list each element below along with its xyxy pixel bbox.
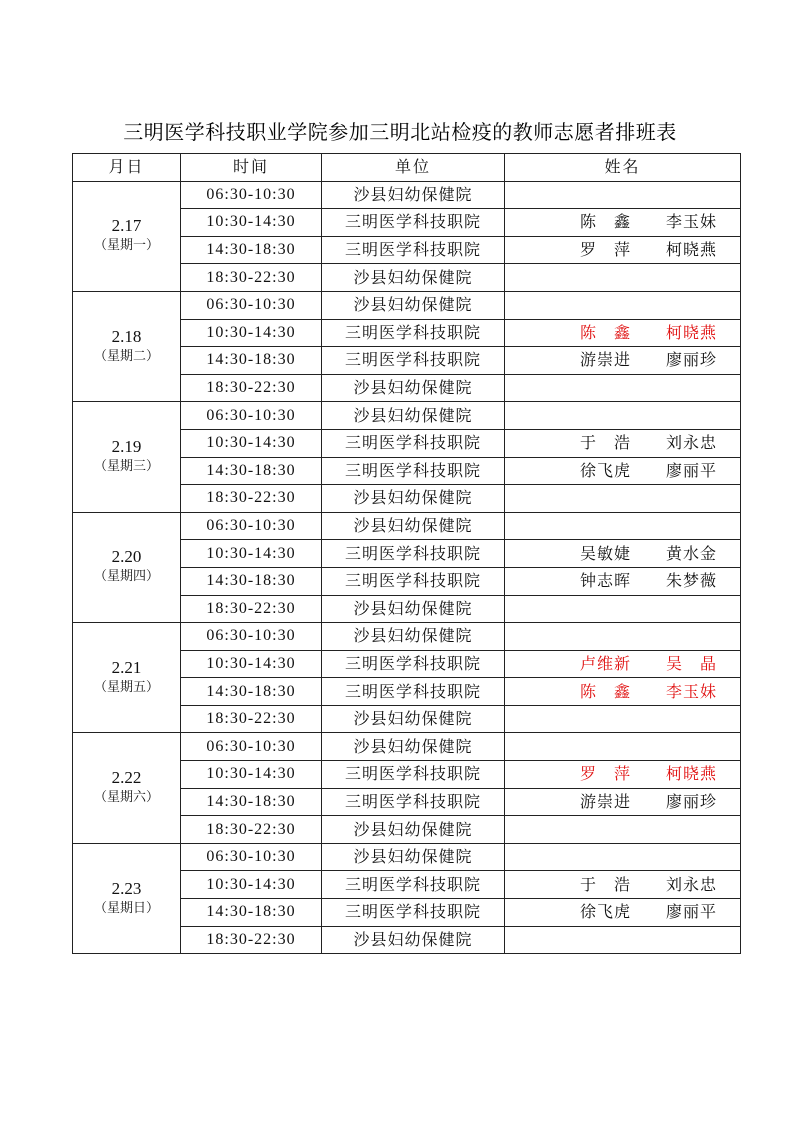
names-cell <box>505 347 741 375</box>
unit-cell: 沙县妇幼保健院 <box>322 374 505 402</box>
date-number: 2.23 <box>111 878 142 898</box>
unit-cell: 三明医学科技职院 <box>322 678 505 706</box>
date-cell <box>73 512 181 622</box>
names-cell <box>505 843 741 871</box>
time-cell: 14:30-18:30 <box>181 899 322 927</box>
names-cell <box>505 623 741 651</box>
unit-cell: 沙县妇幼保健院 <box>322 843 505 871</box>
volunteer-name: 刘永忠 <box>665 433 717 453</box>
volunteer-name: 廖丽平 <box>665 902 717 922</box>
unit-cell: 沙县妇幼保健院 <box>322 181 505 209</box>
volunteer-name: 刘永忠 <box>665 874 717 894</box>
header-date: 月日 <box>73 154 181 182</box>
unit-cell: 沙县妇幼保健院 <box>322 291 505 319</box>
schedule-body <box>73 181 741 954</box>
time-cell: 18:30-22:30 <box>181 926 322 954</box>
header-unit: 单位 <box>322 154 505 182</box>
volunteer-name: 陈 鑫 <box>579 212 631 232</box>
unit-cell: 沙县妇幼保健院 <box>322 264 505 292</box>
volunteer-name: 陈 鑫 <box>579 322 631 342</box>
time-cell: 14:30-18:30 <box>181 347 322 375</box>
unit-cell: 三明医学科技职院 <box>322 209 505 237</box>
time-cell: 06:30-10:30 <box>181 733 322 761</box>
time-cell: 10:30-14:30 <box>181 429 322 457</box>
unit-cell: 三明医学科技职院 <box>322 788 505 816</box>
time-cell: 06:30-10:30 <box>181 843 322 871</box>
unit-cell: 沙县妇幼保健院 <box>322 595 505 623</box>
unit-cell: 沙县妇幼保健院 <box>322 623 505 651</box>
names-cell <box>505 650 741 678</box>
date-weekday: （星期四） <box>93 569 159 585</box>
table-row <box>73 402 741 430</box>
unit-cell: 三明医学科技职院 <box>322 567 505 595</box>
volunteer-name: 李玉妹 <box>665 681 717 701</box>
volunteer-name: 游崇进 <box>579 350 631 370</box>
unit-cell: 沙县妇幼保健院 <box>322 512 505 540</box>
volunteer-name: 陈 鑫 <box>579 681 631 701</box>
time-cell: 10:30-14:30 <box>181 650 322 678</box>
names-cell <box>505 678 741 706</box>
volunteer-name: 吴 晶 <box>665 653 717 673</box>
names-cell <box>505 512 741 540</box>
date-number: 2.19 <box>111 437 142 457</box>
names-cell <box>505 181 741 209</box>
table-row <box>73 291 741 319</box>
volunteer-name: 吴敏婕 <box>579 543 631 563</box>
unit-cell: 沙县妇幼保健院 <box>322 733 505 761</box>
header-time: 时间 <box>181 154 322 182</box>
time-cell: 06:30-10:30 <box>181 291 322 319</box>
date-weekday: （星期二） <box>93 348 159 364</box>
volunteer-name: 于 浩 <box>579 874 631 894</box>
unit-cell: 三明医学科技职院 <box>322 429 505 457</box>
names-cell <box>505 291 741 319</box>
date-number: 2.20 <box>111 547 142 567</box>
table-row <box>73 512 741 540</box>
unit-cell: 三明医学科技职院 <box>322 457 505 485</box>
unit-cell: 沙县妇幼保健院 <box>322 926 505 954</box>
date-cell <box>73 623 181 733</box>
table-row <box>73 733 741 761</box>
time-cell: 10:30-14:30 <box>181 871 322 899</box>
names-cell <box>505 429 741 457</box>
date-cell <box>73 843 181 953</box>
names-cell <box>505 567 741 595</box>
date-cell <box>73 733 181 843</box>
time-cell: 18:30-22:30 <box>181 264 322 292</box>
names-cell <box>505 595 741 623</box>
volunteer-name: 柯晓燕 <box>665 240 717 260</box>
unit-cell: 三明医学科技职院 <box>322 319 505 347</box>
names-cell <box>505 788 741 816</box>
volunteer-name: 卢维新 <box>579 653 631 673</box>
date-number: 2.18 <box>111 326 142 346</box>
time-cell: 06:30-10:30 <box>181 402 322 430</box>
names-cell <box>505 319 741 347</box>
header-names: 姓名 <box>505 154 741 182</box>
names-cell <box>505 485 741 513</box>
volunteer-name: 徐飞虎 <box>579 460 631 480</box>
unit-cell: 三明医学科技职院 <box>322 236 505 264</box>
time-cell: 18:30-22:30 <box>181 485 322 513</box>
date-weekday: （星期五） <box>93 679 159 695</box>
date-weekday: （星期六） <box>93 790 159 806</box>
time-cell: 10:30-14:30 <box>181 209 322 237</box>
table-row <box>73 843 741 871</box>
time-cell: 10:30-14:30 <box>181 761 322 789</box>
volunteer-name: 于 浩 <box>579 433 631 453</box>
volunteer-name: 钟志晖 <box>579 571 631 591</box>
date-number: 2.22 <box>111 768 142 788</box>
volunteer-name: 朱梦薇 <box>665 571 717 591</box>
names-cell <box>505 871 741 899</box>
volunteer-name: 李玉妹 <box>665 212 717 232</box>
volunteer-name: 游崇进 <box>579 791 631 811</box>
unit-cell: 三明医学科技职院 <box>322 347 505 375</box>
unit-cell: 三明医学科技职院 <box>322 899 505 927</box>
volunteer-name: 徐飞虎 <box>579 902 631 922</box>
names-cell <box>505 374 741 402</box>
time-cell: 14:30-18:30 <box>181 457 322 485</box>
date-cell <box>73 402 181 512</box>
names-cell <box>505 236 741 264</box>
volunteer-name: 廖丽珍 <box>665 350 717 370</box>
time-cell: 14:30-18:30 <box>181 678 322 706</box>
time-cell: 14:30-18:30 <box>181 236 322 264</box>
unit-cell: 三明医学科技职院 <box>322 650 505 678</box>
page-title: 三明医学科技职业学院参加三明北站检疫的教师志愿者排班表 <box>123 120 677 144</box>
names-cell <box>505 761 741 789</box>
time-cell: 18:30-22:30 <box>181 816 322 844</box>
volunteer-name: 廖丽平 <box>665 460 717 480</box>
volunteer-name: 柯晓燕 <box>665 764 717 784</box>
names-cell <box>505 209 741 237</box>
volunteer-name: 罗 萍 <box>579 764 631 784</box>
time-cell: 18:30-22:30 <box>181 374 322 402</box>
unit-cell: 沙县妇幼保健院 <box>322 705 505 733</box>
schedule-table <box>72 153 741 954</box>
date-weekday: （星期三） <box>93 459 159 475</box>
names-cell <box>505 264 741 292</box>
date-weekday: （星期一） <box>93 238 159 254</box>
time-cell: 18:30-22:30 <box>181 705 322 733</box>
time-cell: 18:30-22:30 <box>181 595 322 623</box>
time-cell: 14:30-18:30 <box>181 788 322 816</box>
names-cell <box>505 705 741 733</box>
volunteer-name: 柯晓燕 <box>665 322 717 342</box>
table-row <box>73 623 741 651</box>
unit-cell: 沙县妇幼保健院 <box>322 402 505 430</box>
unit-cell: 三明医学科技职院 <box>322 871 505 899</box>
names-cell <box>505 733 741 761</box>
time-cell: 06:30-10:30 <box>181 181 322 209</box>
unit-cell: 三明医学科技职院 <box>322 761 505 789</box>
header-row <box>73 154 741 182</box>
table-row <box>73 181 741 209</box>
time-cell: 10:30-14:30 <box>181 319 322 347</box>
names-cell <box>505 926 741 954</box>
date-weekday: （星期日） <box>93 900 159 916</box>
time-cell: 06:30-10:30 <box>181 623 322 651</box>
volunteer-name: 黄水金 <box>665 543 717 563</box>
unit-cell: 沙县妇幼保健院 <box>322 816 505 844</box>
time-cell: 10:30-14:30 <box>181 540 322 568</box>
names-cell <box>505 899 741 927</box>
date-number: 2.17 <box>111 216 142 236</box>
date-number: 2.21 <box>111 657 142 677</box>
time-cell: 14:30-18:30 <box>181 567 322 595</box>
unit-cell: 沙县妇幼保健院 <box>322 485 505 513</box>
date-cell <box>73 291 181 401</box>
unit-cell: 三明医学科技职院 <box>322 540 505 568</box>
names-cell <box>505 457 741 485</box>
volunteer-name: 罗 萍 <box>579 240 631 260</box>
date-cell <box>73 181 181 291</box>
names-cell <box>505 816 741 844</box>
time-cell: 06:30-10:30 <box>181 512 322 540</box>
names-cell <box>505 540 741 568</box>
names-cell <box>505 402 741 430</box>
volunteer-name: 廖丽珍 <box>665 791 717 811</box>
